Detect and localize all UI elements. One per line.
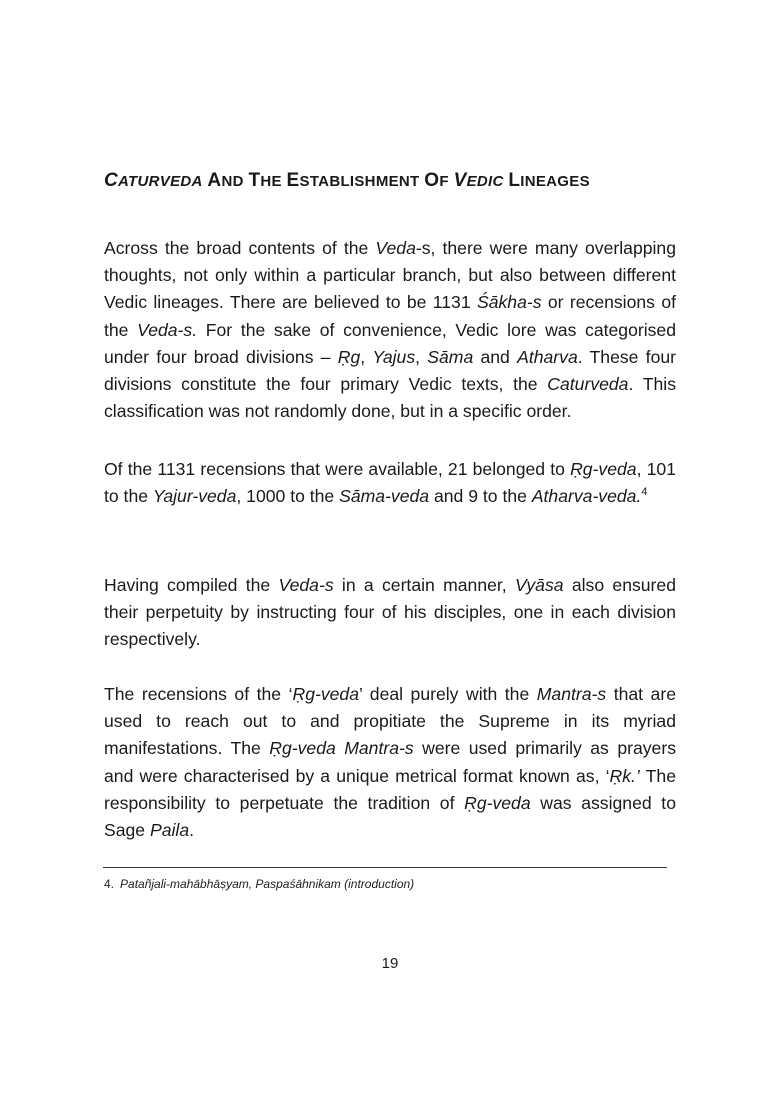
- footnote-ref[interactable]: 4: [641, 486, 648, 499]
- page-number: 19: [381, 955, 399, 972]
- paragraph-4: The recensions of the ‘Ṛg-veda’ deal purely with the Mantra-s that are used to reach out to and propitiate the Supreme in its myriad manifestations. The Ṛg-veda Mantra-s were used primarily as prayers and were characterised by a unique metrical format known as, ‘Ṛk.’ The responsibility to perpetuate the tradition of Ṛg-veda was assigned to Sage Paila.: [104, 684, 676, 841]
- section-heading: CATURVEDA AND THE ESTABLISHMENT OF VEDIC LINEAGES: [104, 170, 590, 191]
- paragraph-2: Of the 1131 recensions that were available, 21 belonged to Ṛg-veda, 101 to the Yajur-veda, 1000 to the Sāma-veda and 9 to the Atharva-veda.$^4$: [104, 459, 676, 507]
- paragraph-3: Having compiled the Veda-s in a certain manner, Vyāsa also ensured their perpetuity by instructing four of his disciples, one in each division respectively.: [104, 575, 676, 650]
- paragraph-1: Across the broad contents of the Veda-s, there were many overlapping thoughts, not only within a particular branch, but also between different Vedic lineages. There are believed to be 1131 Śākha-s or recensions of the Veda-s. For the sake of convenience, Vedic lore was categorised under four broad divisions – Ṛg, Yajus, Sāma and Atharva. These four divisions constitute the four primary Vedic texts, the Caturveda. This classification was not randomly done, but in a specific order.: [104, 238, 677, 422]
- footnote-text: Patañjali-mahābhāṣyam, Paspaśāhnikam (introduction): [120, 877, 415, 891]
- footnote-number: 4.: [104, 877, 115, 891]
- footnote-divider: [103, 867, 667, 868]
- footnote: [104, 877, 414, 891]
